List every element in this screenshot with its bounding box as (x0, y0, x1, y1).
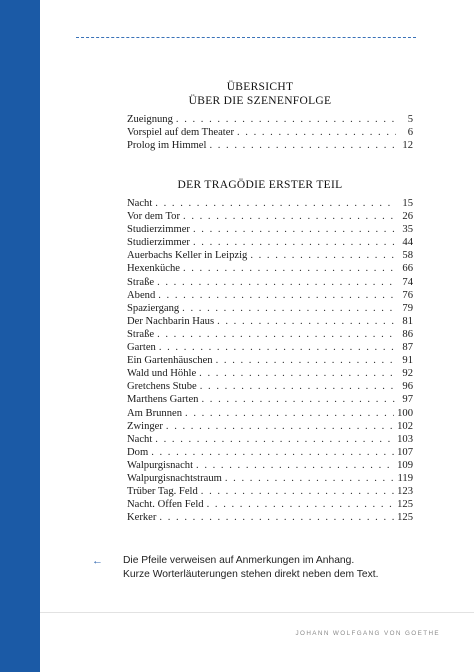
toc-dot-leader (183, 262, 396, 275)
toc-entry-page: 66 (402, 263, 413, 275)
toc-entry-page: 81 (402, 315, 413, 327)
toc-entry-title: Dom (127, 446, 149, 458)
toc-entry (127, 341, 413, 354)
toc-entry-page: 125 (397, 499, 413, 511)
toc-entry-page: 12 (402, 140, 413, 152)
toc-entry-page: 107 (397, 446, 413, 458)
toc-dot-leader (157, 328, 396, 341)
toc-entry-page: 76 (402, 289, 413, 301)
toc-dot-leader (151, 446, 394, 459)
toc-dot-leader (196, 459, 394, 472)
toc-entry-page: 92 (402, 368, 413, 380)
toc-entry (127, 139, 413, 152)
toc-entry-title: Marthens Garten (127, 394, 199, 406)
toc-dot-leader (207, 498, 395, 511)
toc-dot-leader (193, 223, 396, 236)
toc-entry-page: 123 (397, 486, 413, 498)
toc-entry-title: Wald und Höhle (127, 368, 197, 380)
toc-entry (127, 236, 413, 249)
overview-toc-list (127, 113, 413, 152)
toc-entry-title: Auerbachs Keller in Leipzig (127, 250, 248, 262)
toc-entry-page: 35 (402, 224, 413, 236)
toc-entry-title: Studierzimmer (127, 224, 190, 236)
toc-entry-title: Garten (127, 342, 156, 354)
toc-dot-leader (250, 249, 396, 262)
toc-entry-page: 91 (402, 355, 413, 367)
toc-dot-leader (159, 341, 396, 354)
toc-entry (127, 407, 413, 420)
toc-dot-leader (217, 315, 396, 328)
toc-entry (127, 197, 413, 210)
toc-dot-leader (159, 511, 394, 524)
toc-entry-title: Zwinger (127, 420, 163, 432)
toc-entry-page: 44 (402, 237, 413, 249)
toc-entry-title: Ein Gartenhäuschen (127, 355, 213, 367)
toc-entry (127, 223, 413, 236)
toc-entry (127, 485, 413, 498)
toc-entry-page: 86 (402, 328, 413, 340)
toc-entry-page: 6 (407, 127, 413, 139)
arrow-left-icon: ← (92, 555, 103, 567)
toc-entry-title: Kerker (127, 512, 157, 524)
toc-entry (127, 289, 413, 302)
toc-entry-title: Vorspiel auf dem Theater (127, 127, 234, 139)
toc-entry-title: Abend (127, 289, 156, 301)
toc-entry-page: 15 (402, 198, 413, 209)
part-one-heading: DER TRAGÖDIE ERSTER TEIL (177, 179, 343, 191)
toc-entry-page: 87 (402, 342, 413, 354)
overview-heading-line2: ÜBER DIE SZENENFOLGE (188, 95, 332, 107)
toc-entry (127, 511, 413, 524)
toc-entry (127, 210, 413, 223)
toc-entry-title: Studierzimmer (127, 237, 190, 249)
toc-entry (127, 354, 413, 367)
toc-entry-page: 103 (397, 433, 413, 445)
toc-entry (127, 420, 413, 433)
footer-author: JOHANN WOLFGANG VON GOETHE (295, 630, 440, 637)
toc-entry-title: Nacht (127, 198, 153, 209)
toc-entry (127, 328, 413, 341)
toc-entry-page: 100 (397, 407, 413, 419)
toc-dot-leader (155, 433, 394, 446)
toc-dot-leader (185, 407, 394, 420)
toc-entry-page: 26 (402, 211, 413, 223)
overview-heading-line1: ÜBERSICHT (226, 81, 294, 93)
toc-entry-title: Gretchens Stube (127, 381, 197, 393)
toc-entry-page: 58 (402, 250, 413, 262)
toc-entry-page: 109 (397, 459, 413, 471)
toc-entry (127, 302, 413, 315)
toc-entry-title: Zueignung (127, 114, 173, 125)
toc-dot-leader (199, 367, 396, 380)
toc-entry (127, 380, 413, 393)
toc-entry (127, 276, 413, 289)
toc-entry (127, 446, 413, 459)
toc-entry (127, 498, 413, 511)
toc-entry (127, 126, 413, 139)
toc-entry-title: Trüber Tag. Feld (127, 486, 198, 498)
toc-entry (127, 433, 413, 446)
toc-entry-page: 74 (402, 276, 413, 288)
toc-entry-page: 5 (407, 114, 413, 125)
toc-dot-leader (201, 485, 394, 498)
toc-dot-leader (200, 380, 396, 393)
toc-dot-leader (183, 210, 396, 223)
toc-dot-leader (157, 276, 396, 289)
toc-entry (127, 262, 413, 275)
toc-entry (127, 393, 413, 406)
note-line-2: Kurze Worterläuterungen stehen direkt neben dem Text. (123, 569, 379, 580)
toc-entry-title: Am Brunnen (127, 407, 183, 419)
toc-entry-title: Hexenküche (127, 263, 180, 275)
toc-dot-leader (201, 393, 396, 406)
toc-dot-leader (182, 302, 396, 315)
note-line-1: Die Pfeile verweisen auf Anmerkungen im Anhang. (123, 555, 355, 566)
toc-entry-title: Spaziergang (127, 302, 180, 314)
toc-entry-title: Walpurgisnacht (127, 459, 194, 471)
toc-entry-page: 96 (402, 381, 413, 393)
toc-entry-page: 125 (397, 512, 413, 524)
toc-entry-page: 102 (397, 420, 413, 432)
toc-entry-page: 79 (402, 302, 413, 314)
toc-dot-leader (225, 472, 395, 485)
toc-entry-title: Vor dem Tor (127, 211, 181, 223)
toc-dot-leader (209, 139, 396, 152)
toc-dot-leader (237, 126, 396, 139)
toc-entry-title: Der Nachbarin Haus (127, 315, 215, 327)
toc-entry-title: Nacht. Offen Feld (127, 499, 204, 511)
toc-entry (127, 249, 413, 262)
footer-divider (40, 612, 474, 613)
dashed-header-rule (76, 37, 416, 38)
toc-dot-leader (155, 197, 396, 210)
toc-entry (127, 367, 413, 380)
toc-entry-title: Nacht (127, 433, 153, 445)
toc-dot-leader (216, 354, 396, 367)
part-one-toc-list (127, 197, 413, 524)
blue-sidebar-band (0, 0, 40, 672)
toc-entry-page: 97 (402, 394, 413, 406)
toc-entry (127, 113, 413, 126)
toc-dot-leader (176, 113, 396, 126)
toc-dot-leader (193, 236, 396, 249)
toc-entry-title: Straße (127, 276, 155, 288)
toc-dot-leader (158, 289, 396, 302)
toc-entry (127, 315, 413, 328)
toc-entry-title: Prolog im Himmel (127, 140, 207, 152)
toc-entry-title: Walpurgisnachtstraum (127, 472, 222, 484)
toc-dot-leader (166, 420, 394, 433)
toc-entry (127, 472, 413, 485)
toc-entry (127, 459, 413, 472)
toc-entry-title: Straße (127, 328, 155, 340)
toc-entry-page: 119 (397, 472, 413, 484)
